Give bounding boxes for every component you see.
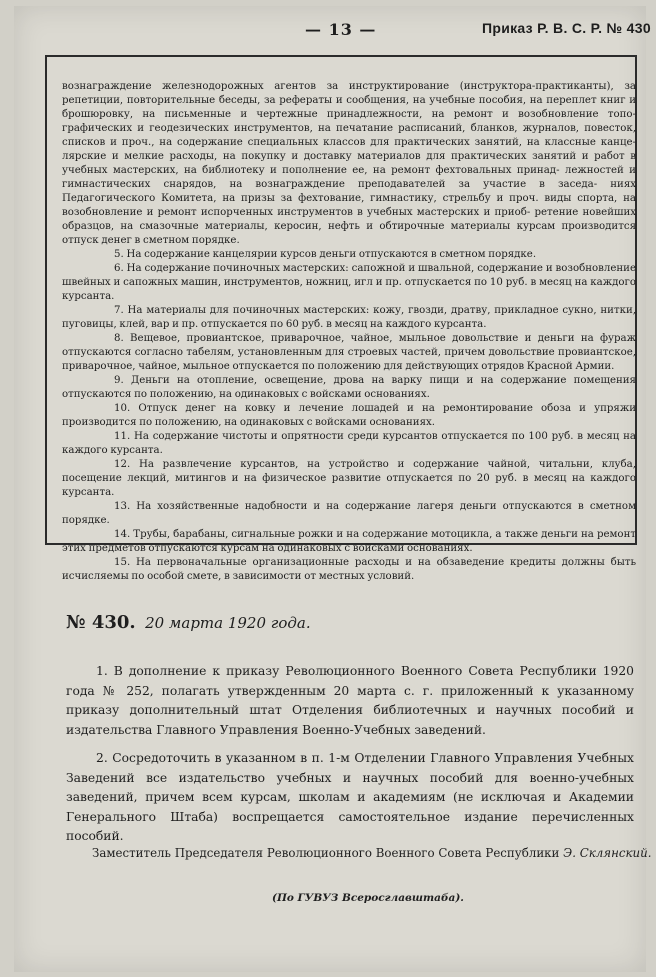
box-item: 8. Вещевое, провиантское, приварочное, чайное, мыльное довольствие и деньги на фураж отпускаются согласно табелям, установленным для строевых частей, причем довольствие провиантское, приварочное, чайное, мыльное отпускается по положению для действующих отрядов Красной Армии. [62,333,636,372]
box-item: 5. На содержание канцелярии курсов деньги отпускаются в сметном порядке. [114,249,537,260]
boxed-section-text [62,80,636,584]
page-number: — 13 — [305,20,377,39]
signature-name: Э. Склянский. [563,846,652,860]
box-item: 12. На развлечение курсантов, на устройство и содержание чайной, читальни, клуба, посещение лекций, митингов и на физическое развитие отпускается по 20 руб. в месяц на каждого курсанта. [62,459,636,498]
box-item: 13. На хозяйственные надобности и на содержание лагеря деньги отпускаются в сметном порядке. [62,501,636,526]
order-body [66,662,634,856]
box-item: 14. Трубы, барабаны, сигнальные рожки и на содержание мотоцикла, а также деньги на ремонт этих предметов отпускаются курсам на одинаковых с войсками основаниях. [62,529,636,554]
signature-line [92,846,652,860]
running-header: Приказ Р. В. С. Р. № 430 [482,20,651,36]
box-item: 6. На содержание починочных мастерских: сапожной и швальной, содержание и возобновление швейных и сапожных машин, инструментов, ножниц, игл и пр. отпускается по 10 руб. в месяц на каждого курсанта. [62,263,636,302]
order-paragraph-2: 2. Сосредоточить в указанном в п. 1-м Отделении Главного Управления Учебных Заведений все издательство учебных и научных пособий для военно-учебных заведений, причем всем курсам, школам и академиям (не исключая и Академии Генерального Штаба) воспрещается самостоятельное издание перечисленных пособий. [66,751,634,843]
box-item: 9. Деньги на отопление, освещение, дрова на варку пищи и на содержание помещения отпускаются по положению, на одинаковых с войсками основаниях. [62,375,636,400]
order-heading [66,612,311,633]
box-item: 15. На первоначальные организационные расходы и на обзаведение кредиты должны быть исчисляемы по особой смете, в зависимости от местных условий. [62,557,636,582]
box-item: 10. Отпуск денег на ковку и лечение лошадей и на ремонтирование обоза и упряжи производится по положению, на одинаковых с войсками основаниях. [62,403,636,428]
box-paragraph-continued: вознаграждение железнодорожных агентов за инструктирование (инструктора-практиканты), за репетиции, повторительные беседы, за рефераты и сообщения, на учебные пособия, на переплет книг и брошюровку, на письменные и чертежные принадлежности, на ремонт и возобновление топо- графических и геодезических инструментов, на печатание расписаний, бланков, журналов, повесток, списков и проч., на содержание специальных классов для практических занятий, на классные канце- лярские и мелкие расходы, на покупку и доставку материалов для практических занятий и работ в учебных мастерских, на библиотеку и пополнение ее, на ремонт фехтовальных принад- лежностей и гимнастических снарядов, на вознаграждение преподавателей за участие в заседа- ниях Педагогического Комитета, на призы за фехтование, гимнастику, стрельбу и проч. виды спорта, на возобновление и ремонт испорченных инструментов в учебных мастерских и приоб- ретение новейших образцов, на смазочные материалы, керосин, нефть и обтирочные материалы курсам производится отпуск денег в сметном порядке. [62,81,636,246]
source-footnote: (По ГУВУЗ Всеросглавштаба). [272,892,464,904]
order-number: № 430. [66,612,136,633]
box-item: 7. На материалы для починочных мастерских: кожу, гвозди, дратву, прикладное сукно, нитки, пуговицы, клей, вар и пр. отпускается по 60 руб. в месяц на каждого курсанта. [62,305,636,330]
order-paragraph-1: 1. В дополнение к приказу Революционного Военного Совета Республики 1920 года № 252, полагать утвержденным 20 марта с. г. приложенный к указанному приказу дополнительный штат Отделения библиотечных и научных пособий и издательства Главного Управления Военно-Учебных заведений. [66,664,634,737]
signature-title: Заместитель Председателя Революционного Военного Совета Республики [92,846,560,860]
box-item: 11. На содержание чистоты и опрятности среди курсантов отпускается по 100 руб. в месяц на каждого курсанта. [62,431,636,456]
order-date: 20 марта 1920 года. [145,614,311,632]
